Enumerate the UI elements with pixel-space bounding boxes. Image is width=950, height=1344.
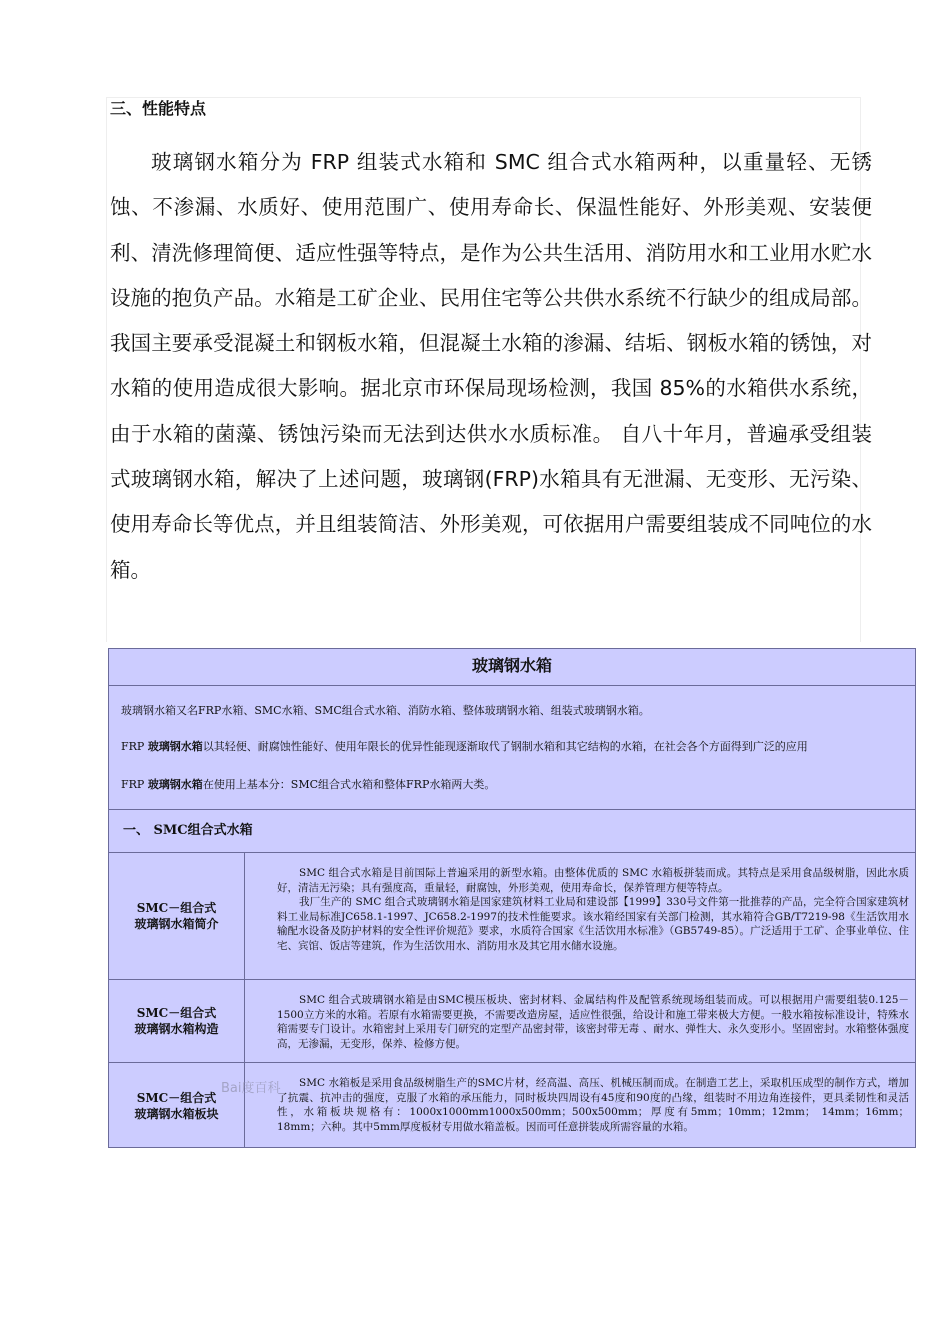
- intro-line-2-prefix: FRP: [121, 740, 148, 753]
- text-block: [106, 97, 872, 642]
- row-label-line: SMC－组合式: [136, 1006, 217, 1020]
- table-row: [109, 1063, 915, 1148]
- intro-line-3-prefix: FRP: [121, 778, 148, 791]
- row-content: [245, 853, 915, 979]
- table-row: [109, 853, 915, 980]
- intro-line-2: [121, 738, 808, 754]
- row-content: [245, 1063, 915, 1148]
- intro-line-1: 玻璃钢水箱又名FRP水箱、SMC水箱、SMC组合式水箱、消防水箱、整体玻璃钢水箱、组装式玻璃钢水箱。: [121, 704, 650, 717]
- body-paragraph: 玻璃钢水箱分为 FRP 组装式水箱和 SMC 组合式水箱两种，以重量轻、无锈蚀、不渗漏、水质好、使用范围广、使用寿命长、保温性能好、外形美观、安装便利、清洗修理简便、适应性强等特点，是作为公共生活用、消防用水和工业用水贮水设施的抱负产品。水箱是工矿企业、民用住宅等公共供水系统不行缺少的组成局部。我国主要承受混凝土和钢板水箱，但混凝土水箱的渗漏、结垢、钢板水箱的锈蚀，对水箱的使用造成很大影响。据北京市环保局现场检测，我国 85%的水箱供水系统，由于水箱的菌藻、锈蚀污染而无法到达供水水质标准。 自八十年月，普遍承受组装式玻璃钢水箱，解决了上述问题，玻璃钢(FRP)水箱具有无泄漏、无变形、无污染、使用寿命长等优点，并且组装简洁、外形美观，可依据用户需要组装成不同吨位的水箱。: [110, 150, 872, 582]
- row-label: [109, 980, 245, 1062]
- table-intro: [109, 686, 915, 810]
- row-text: 我厂生产的 SMC 组合式玻璃钢水箱是国家建筑材料工业局和建设部【1999】330号文件第一批推荐的产品，完全符合国家建筑材料工业局标准JC658.1-1997、JC658.2-1997的技术性能要求。该水箱经国家有关部门检测，其水箱符合GB/T7219-98《生活饮用水输配水设备及防护材料的安全性评价规范》要求，水质符合国家《生活饮用水标准》（GB5749-85）。广泛适用于工矿、企事业单位、住宅、宾馆、饭店等建筑，作为生活饮用水、消防用水及其它用水储水设施。: [277, 896, 909, 952]
- table-row: [109, 980, 915, 1063]
- intro-line-2-rest: 以其轻便、耐腐蚀性能好、使用年限长的优异性能现逐渐取代了钢制水箱和其它结构的水箱，在社会各个方面得到广泛的应用: [202, 740, 808, 753]
- intro-line-3-bold: 玻璃钢水箱: [147, 778, 203, 791]
- row-text: SMC 水箱板是采用食品级树脂生产的SMC片材，经高温、高压、机械压制而成。在制造工艺上，采取机压成型的制作方式，增加了抗震、抗冲击的强度，克服了水箱的承压能力，同时板块四周设有45度和90度的凸缘，组装时不用边角连接件，更具柔韧性和灵活性，水箱板块规格有：1000x1000mm1000x500mm；500x500mm；厚度有5mm；10mm；12mm； 14mm；16mm；18mm；六种。其中5mm厚度板材专用做水箱盖板。因而可任意拼装成所需容量的水箱。: [277, 1077, 909, 1133]
- intro-line-3: [121, 776, 495, 792]
- row-text: SMC 组合式水箱是目前国际上普遍采用的新型水箱。由整体优质的 SMC 水箱板拼装而成。其特点是采用食品级树脂，因此水质好，清洁无污染；具有强度高，重量轻，耐腐蚀，外形美观，使用寿命长，保养管理方便等特点。: [277, 867, 909, 894]
- row-label-line: SMC－组合式: [136, 901, 217, 915]
- row-label-line: SMC－组合式: [136, 1090, 217, 1105]
- row-content: [245, 980, 915, 1062]
- row-label: [109, 853, 245, 979]
- row-label-line: 玻璃钢水箱构造: [134, 1022, 219, 1036]
- intro-line-2-bold: 玻璃钢水箱: [147, 740, 203, 753]
- intro-line-3-rest: 在使用上基本分：SMC组合式水箱和整体FRP水箱两大类。: [202, 778, 496, 791]
- table-title: 玻璃钢水箱: [109, 649, 915, 686]
- baidu-watermark: Bai度百科: [221, 1081, 281, 1096]
- product-table-image: [108, 648, 916, 1148]
- row-label: [109, 1063, 245, 1148]
- section-heading: 一、 SMC组合式水箱: [109, 810, 915, 853]
- row-text: SMC 组合式玻璃钢水箱是由SMC模压板块、密封材料、金属结构件及配管系统现场组装而成。可以根据用户需要组装0.125－1500立方米的水箱。若原有水箱需要更换，不需要改造房屋，适应性很强，给设计和施工带来极大方便。一般水箱按标准设计，特殊水箱需要专门设计。水箱密封上采用专门研究的定型产品密封带，该密封带无毒 、耐水、弹性大、永久变形小。坚固密封。水箱整体强度高，无渗漏，无变形，保养、检修方便。: [277, 994, 909, 1050]
- row-label-line: 玻璃钢水箱板块: [134, 1106, 219, 1121]
- section-title: 三、性能特点: [110, 99, 207, 118]
- row-label-line: 玻璃钢水箱简介: [134, 917, 219, 931]
